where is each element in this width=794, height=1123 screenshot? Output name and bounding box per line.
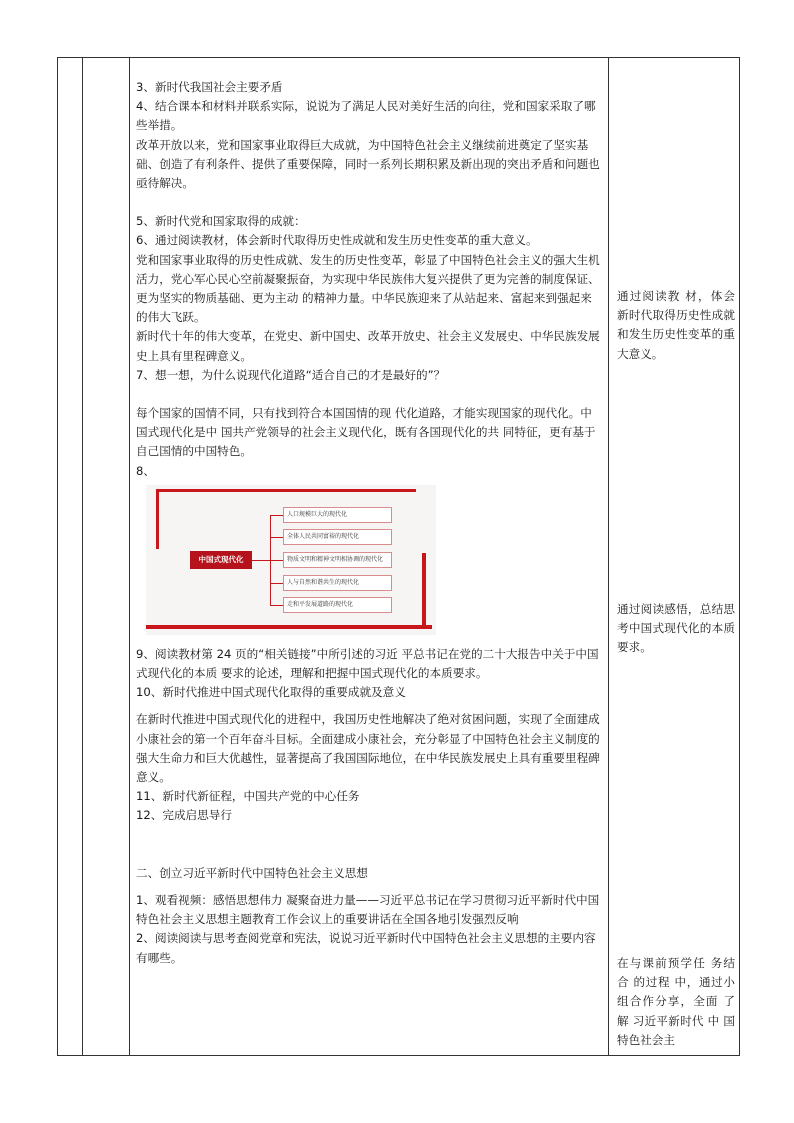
item-8: 8、 [136,463,155,478]
design-intent-cell [609,58,740,1056]
note-group-sharing: 在与课前预学任 务结合 的过程 中，通过小组合作分享，全面 了解 习近平新时代 中 国特色社会主 [617,956,735,1047]
item-12: 12、完成启思导行 [136,808,232,823]
main-content-cell [130,58,609,1056]
item-6: 6、通过阅读教材，体会新时代取得历史性成就和发生历史性变革的重大意义。 [136,233,538,248]
mindmap-left-bar [156,489,159,549]
item-9: 9、阅读教材第 24 页的“相关链接”中所引述的习近 平总书记在党的二十大报告中关于中国式现代化的本质 要求的论述，理解和把握中国式现代化的本质要求。 [136,646,599,681]
mindmap-root: 中国式现代化 [190,551,252,569]
item-6-answer-2: 新时代十年的伟大变革，在党史、新中国史、改革开放史、社会主义发展史、中华民族发展史上具有里程碑意义。 [136,329,600,363]
item-7: 7、想一想，为什么说现代化道路“适合自己的才是最好的”？ [136,367,446,382]
blank-column-1 [58,58,83,1056]
note-essential-requirements: 通过阅读感悟，总结思考中国式现代化的本质要求。 [617,602,735,655]
item-6-answer: 党和国家事业取得的历史性成就、发生的历史性变革，彰显了中国特色社会主义的强大生机活力，党心军心民心空前凝聚振奋，为实现中华民族伟大复兴提供了更为完善的制度保证、更为坚实的物质基础、更为主动 的精神力量。中华民族迎来了从站起来、富起来到强起来的伟大飞跃。 [136,252,600,325]
item-3: 3、新时代我国社会主要矛盾 [136,80,283,94]
mindmap-top-bar [156,489,416,492]
item-11: 11、新时代新征程，中国共产党的中心任务 [136,789,360,804]
mindmap-item: 走和平发展道路的现代化 [283,597,392,613]
mindmap-item: 人与自然和谐共生的现代化 [283,575,392,591]
mindmap-trunk-line [252,560,270,561]
section-2-item-2: 2、阅读阅读与思考查阅党章和宪法，说说习近平新时代中国特色社会主义思想的主要内容有哪些。 [136,931,596,965]
mindmap-diagram [146,485,436,635]
mindmap-item: 人口规模巨大的现代化 [283,507,392,523]
mindmap-item: 物质文明和精神文明相协调的现代化 [283,552,392,568]
item-7-answer: 每个国家的国情不同，只有找到符合本国国情的现 代化道路，才能实现国家的现代化。中国式现代化是中 国共产党领导的社会主义现代化，既有各国现代化的共 同特征，更有基于自己国情的中国特色。 [136,406,596,459]
note-significance: 通过阅读教 材，体会新时代取得历史性成就和发生历史性变革的重大意义。 [617,289,735,361]
item-10-answer: 在新时代推进中国式现代化的进程中，我国历史性地解决了绝对贫困问题，实现了全面建成小康社会的第一个百年奋斗目标。全面建成小康社会，充分彰显了中国特色社会主义制度的强大生命力和巨大优越性，显著提高了我国国际地位，在中华民族发展史上具有重要里程碑意义。 [136,712,600,785]
item-5: 5、新时代党和国家取得的成就： [136,214,306,229]
mindmap-branch-line [270,560,283,561]
mindmap-branch-line [270,537,283,538]
mindmap-item: 全体人民共同富裕的现代化 [283,529,392,545]
mindmap-bottom-bar [146,625,432,629]
mindmap-branch-line [270,605,283,606]
section-2-heading: 二、创立习近平新时代中国特色社会主义思想 [136,865,368,880]
lesson-table [57,57,740,1056]
blank-column-2 [83,58,130,1056]
section-2-item-1: 1、观看视频：感悟思想伟力 凝聚奋进力量——习近平总书记在学习贯彻习近平新时代中国特色社会主义思想主题教育工作会议上的重要讲话在全国各地引发强烈反响 [136,892,600,927]
item-4: 4、结合课本和材料并联系实际，说说为了满足人民对美好生活的向往，党和国家采取了哪些举措。 [136,99,596,133]
item-4-answer: 改革开放以来，党和国家事业取得巨大成就，为中国特色社会主义继续前进奠定了坚实基础、创造了有利条件、提供了重要保障，同时一系列长期积累及新出现的突出矛盾和问题也亟待解决。 [136,137,600,191]
mindmap-branch-line [270,515,283,516]
item-10: 10、新时代推进中国式现代化取得的重要成就及意义 [136,685,406,700]
mindmap-branch-line [270,583,283,584]
mindmap-right-bar [422,553,426,627]
